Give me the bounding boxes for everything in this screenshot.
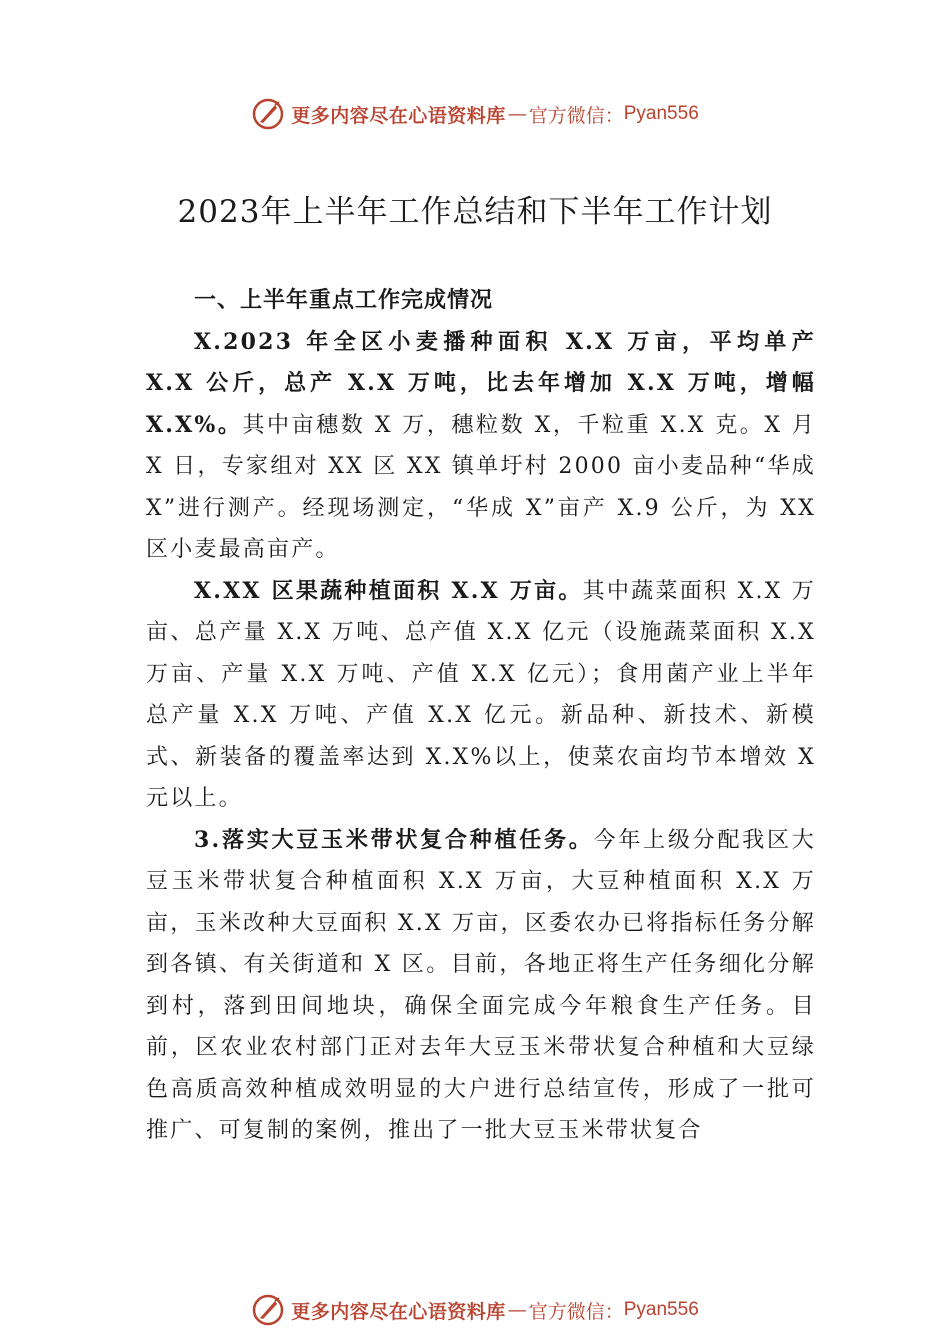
paragraph-wheat — [146, 322, 816, 571]
banner-dash: — — [507, 1299, 527, 1321]
quill-logo-icon — [251, 1293, 285, 1327]
paragraph-wheat-text: 其中亩穗数 X 万，穗粒数 X，千粒重 X.X 克。X 月 X 日，专家组对 XX 区 XX 镇单圩村 2000 亩小麦品种“华成 X”进行测产。经现场测定，“华成 X”亩产 X.9 公斤，为 XX 区小麦最高亩产。 — [146, 412, 816, 562]
paragraph-soybean-corn-text: 今年上级分配我区大豆玉米带状复合种植面积 X.X 万亩，大豆种植面积 X.X 万亩，玉米改种大豆面积 X.X 万亩，区委农办已将指标任务分解到各镇、有关街道和 X 区。目前，各地正将生产任务细化分解到村，落到田间地块，确保全面完成今年粮食生产任务。目前，区农业农村部门正对去年大豆玉米带状复合种植和大豆绿色高质高效种植成效明显的大户进行总结宣传，形成了一批可推广、可复制的案例，推出了一批大豆玉米带状复合 — [146, 827, 816, 1143]
header-banner — [0, 94, 950, 134]
document-body — [146, 280, 816, 1152]
paragraph-soybean-corn — [146, 820, 816, 1152]
paragraph-vegetables-lead: X.XX 区果蔬种植面积 X.X 万亩。 — [194, 577, 583, 604]
paragraph-soybean-corn-lead: 3.落实大豆玉米带状复合种植任务。 — [194, 826, 594, 853]
section-heading: 一、上半年重点工作完成情况 — [194, 288, 494, 313]
banner-wechat-label: 官方微信： — [528, 104, 624, 127]
banner-wechat-label: 官方微信： — [528, 1300, 624, 1323]
paragraph-vegetables-text: 其中蔬菜面积 X.X 万亩、总产量 X.X 万吨、总产值 X.X 亿元（设施蔬菜面积 X.X 万亩、产量 X.X 万吨、产值 X.X 亿元）；食用菌产业上半年总产量 X.X 万吨、产值 X.X 亿元。新品种、新技术、新模式、新装备的覆盖率达到 X.X%以上，使菜农亩均节本增效 X 元以上。 — [146, 578, 816, 811]
banner-wechat-id: Pyan556 — [623, 1299, 699, 1320]
banner-wechat-id: Pyan556 — [623, 103, 699, 124]
paragraph-vegetables — [146, 571, 816, 820]
banner-dash: — — [507, 103, 527, 125]
footer-banner — [0, 1290, 950, 1330]
paragraph-wheat-lead: X.2023 年全区小麦播种面积 X.X 万亩，平均单产 X.X 公斤，总产 X.X 万吨，比去年增加 X.X 万吨，增幅 X.X%。 — [146, 328, 816, 438]
banner-brand: 更多内容尽在心语资料库 — [291, 1300, 506, 1323]
document-title: 2023年上半年工作总结和下半年工作计划 — [177, 194, 773, 230]
quill-logo-icon — [251, 97, 285, 131]
banner-brand: 更多内容尽在心语资料库 — [291, 104, 506, 127]
